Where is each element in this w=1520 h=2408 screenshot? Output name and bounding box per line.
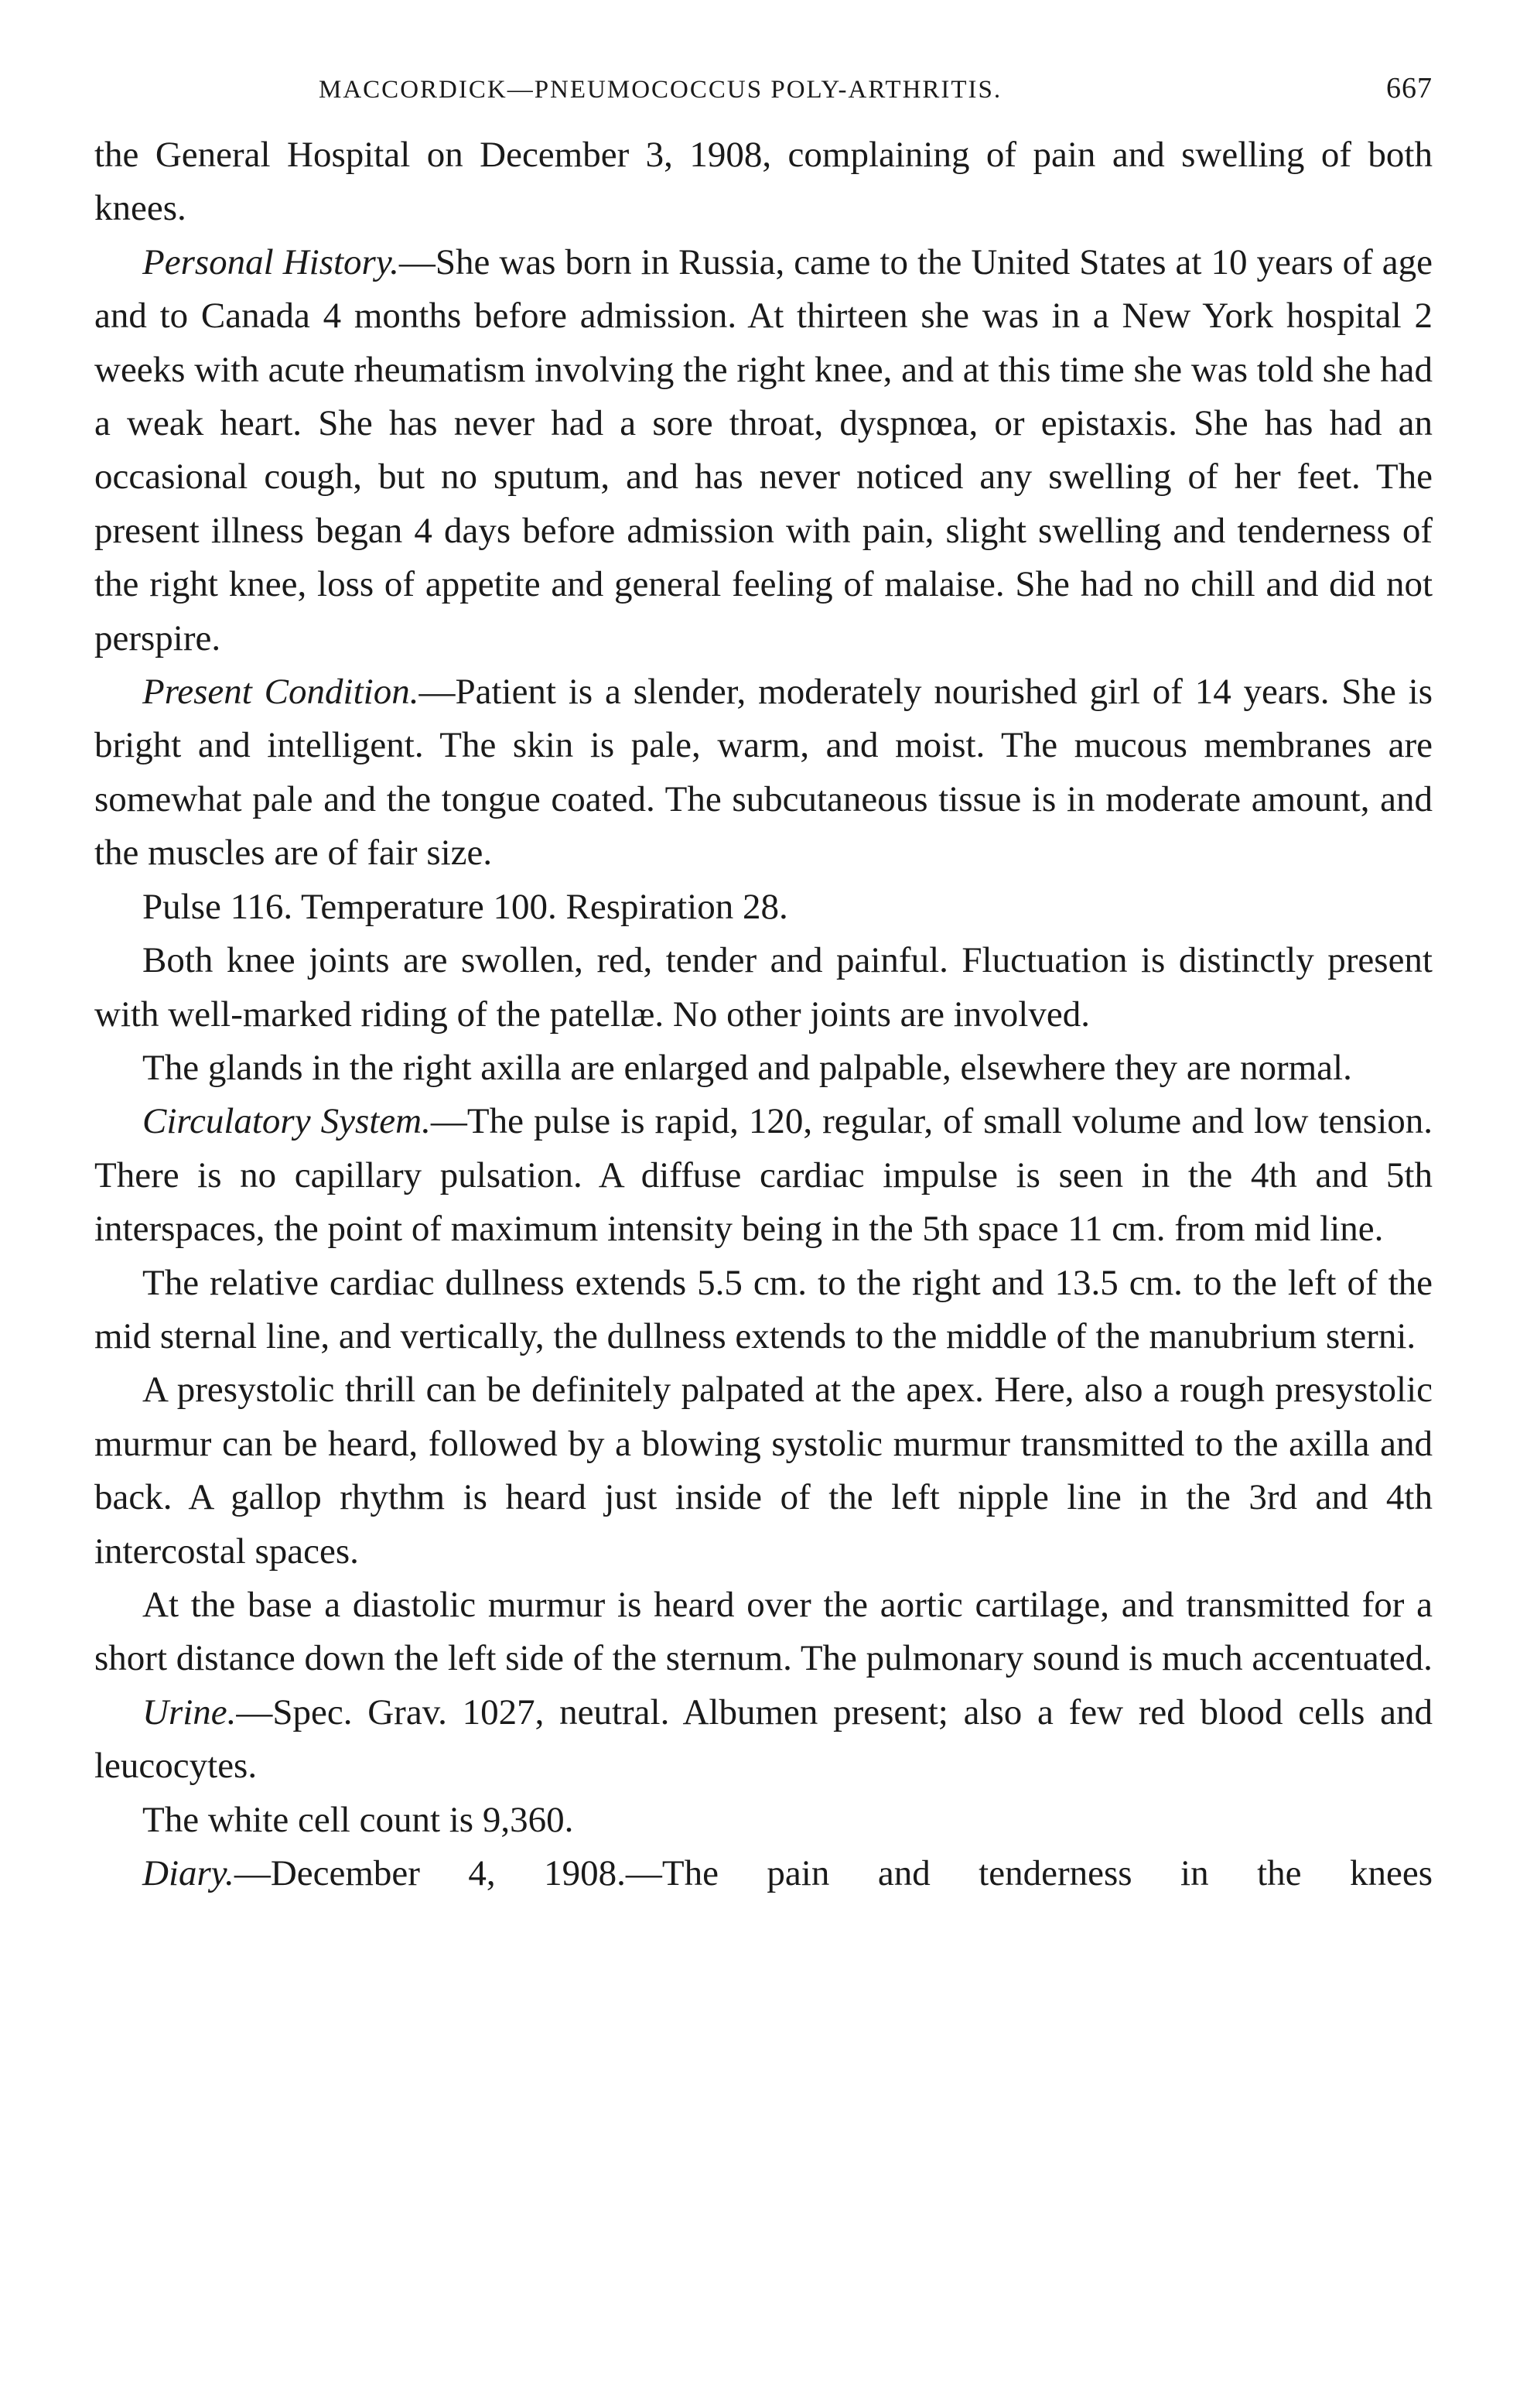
paragraph-text: At the base a diastolic murmur is heard over the aortic cartilage, and transmitted for a short distance down the left side of the sternum. The pulmonary sound is much accentuated. <box>94 1584 1433 1679</box>
paragraph-text: —December 4, 1908.—The pain and tenderness in the knees <box>234 1853 1433 1893</box>
paragraph-diastolic-murmur <box>94 1579 1433 1686</box>
paragraph-text: The white cell count is 9,360. <box>142 1799 574 1840</box>
paragraph-personal-history <box>94 236 1433 665</box>
paragraph-text: Pulse 116. Temperature 100. Respiration 28. <box>142 886 788 927</box>
page-number: 667 <box>1386 72 1433 104</box>
paragraph-text: the General Hospital on December 3, 1908, complaining of pain and swelling of both knees. <box>94 135 1433 229</box>
section-heading-diary: Diary. <box>142 1853 234 1893</box>
paragraph-white-cell-count <box>94 1794 1433 1847</box>
paragraph-urine <box>94 1686 1433 1794</box>
section-heading-personal-history: Personal History. <box>142 241 399 282</box>
paragraph-text: The glands in the right axilla are enlarged and palpable, elsewhere they are normal. <box>142 1047 1352 1088</box>
paragraph-text: —Patient is a slender, moderately nourished girl of 14 years. She is bright and intelligent. The skin is pale, warm, and moist. The mucous membranes are somewhat pale and the tongue coated. The subcutaneous tissue is in moderate amount, and the muscles are of fair size. <box>94 672 1433 874</box>
paragraph-text: —She was born in Russia, came to the United States at 10 years of age and to Canada 4 months before admission. At thirteen she was in a New York hospital 2 weeks with acute rheumatism involving the right knee, and at this time she was told she had a weak heart. She has never had a sore throat, dyspnœa, or epistaxis. She has had an occasional cough, but no sputum, and has never noticed any swelling of her feet. The present illness began 4 days before admission with pain, slight swelling and tenderness of the right knee, loss of appetite and general feeling of malaise. She had no chill and did not perspire. <box>94 241 1433 658</box>
section-heading-present-condition: Present Condition. <box>142 672 419 713</box>
paragraph-diary <box>94 1847 1433 1900</box>
paragraph-continuation <box>94 128 1433 236</box>
paragraph-text: Both knee joints are swollen, red, tender and painful. Fluctuation is distinctly present with well-marked riding of the patellæ. No other joints are involved. <box>94 940 1433 1035</box>
paragraph-present-condition <box>94 665 1433 881</box>
body-text <box>94 128 1433 1900</box>
running-head <box>94 68 1433 122</box>
running-head-title: MACCORDICK—PNEUMOCOCCUS POLY-ARTHRITIS. <box>319 76 1003 104</box>
section-heading-urine: Urine. <box>142 1691 237 1732</box>
document-page <box>94 68 1433 1900</box>
paragraph-text: —The pulse is rapid, 120, regular, of small volume and low tension. There is no capillary pulsation. A diffuse cardiac impulse is seen in the 4th and 5th interspaces, the point of maximum intensity being in the 5th space 11 cm. from mid line. <box>94 1101 1433 1250</box>
paragraph-presystolic-thrill <box>94 1363 1433 1579</box>
paragraph-glands <box>94 1042 1433 1095</box>
paragraph-vitals <box>94 881 1433 934</box>
section-heading-circulatory-system: Circulatory System. <box>142 1101 431 1142</box>
paragraph-knee-joints <box>94 934 1433 1042</box>
paragraph-text: —Spec. Grav. 1027, neutral. Albumen present; also a few red blood cells and leucocytes. <box>94 1691 1433 1787</box>
paragraph-cardiac-dullness <box>94 1257 1433 1364</box>
paragraph-circulatory-system <box>94 1095 1433 1256</box>
paragraph-text: A presystolic thrill can be definitely palpated at the apex. Here, also a rough presystolic murmur can be heard, followed by a blowing systolic murmur transmitted to the axilla and back. A gallop rhythm is heard just inside of the left nipple line in the 3rd and 4th intercostal spaces. <box>94 1370 1433 1572</box>
paragraph-text: The relative cardiac dullness extends 5.5 cm. to the right and 13.5 cm. to the left of the mid sternal line, and vertically, the dullness extends to the middle of the manubrium sterni. <box>94 1262 1433 1356</box>
